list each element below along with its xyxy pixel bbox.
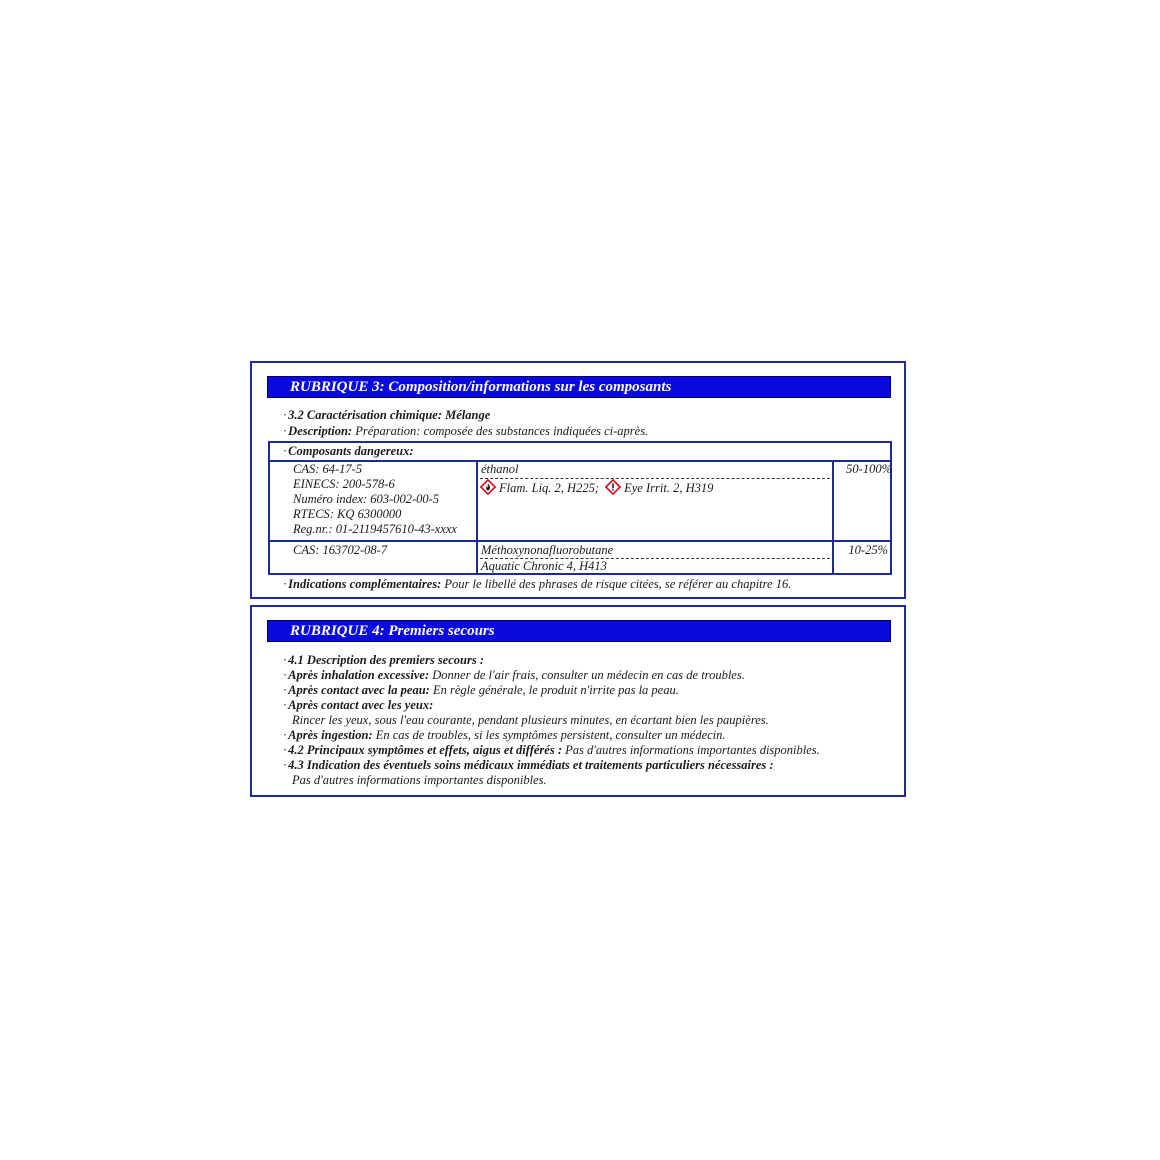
first-aid-description-heading <box>283 653 484 668</box>
cas-number: CAS: 64-17-5 <box>293 462 363 476</box>
symptoms-line <box>283 743 820 758</box>
skin-contact-label: Après contact avec la peau: <box>288 683 430 697</box>
bullet: · <box>283 408 288 422</box>
bullet: · <box>283 743 288 757</box>
medical-care-label: 4.3 Indication des éventuels soins médicaux immédiats et traitements particuliers nécessaires : <box>288 758 774 772</box>
symptoms-label: 4.2 Principaux symptômes et effets, aigus et différés : <box>288 743 562 757</box>
bullet: · <box>283 728 288 742</box>
bullet: · <box>283 653 288 667</box>
supplementary-info-line <box>283 577 791 592</box>
chemical-characterization-label: 3.2 Caractérisation chimique: Mélange <box>288 408 491 422</box>
section-3-title: RUBRIQUE 3: Composition/informations sur les composants <box>267 376 891 398</box>
component-ids-ethanol <box>293 462 457 537</box>
symptoms-text: Pas d'autres informations importantes disponibles. <box>562 743 820 757</box>
eye-contact-text: Rincer les yeux, sous l'eau courante, pendant plusieurs minutes, en écartant bien les paupières. <box>292 713 769 727</box>
hazardous-components-header <box>270 443 890 462</box>
index-number: Numéro index: 603-002-00-5 <box>293 492 440 506</box>
percentage-ethanol: 50-100% <box>846 462 892 476</box>
exclamation-pictogram-icon <box>605 479 621 499</box>
medical-care-text: Pas d'autres informations importantes disponibles. <box>292 773 547 787</box>
ingestion-text: En cas de troubles, si les symptômes persistent, consulter un médecin. <box>372 728 726 742</box>
section-4-panel <box>250 605 906 797</box>
skin-contact-text: En règle générale, le produit n'irrite pas la peau. <box>429 683 679 697</box>
skin-contact-line <box>283 683 679 698</box>
row-divider <box>270 540 890 542</box>
inhalation-label: Après inhalation excessive: <box>288 668 430 682</box>
bullet: · <box>283 668 288 682</box>
bullet: · <box>283 444 288 458</box>
hazard-classification-2: Eye Irrit. 2, H319 <box>624 481 714 495</box>
component-hazards-methoxynonafluorobutane: Aquatic Chronic 4, H413 <box>481 559 607 573</box>
inhalation-text: Donner de l'air frais, consulter un médecin en cas de troubles. <box>429 668 745 682</box>
section-3-panel <box>250 361 906 599</box>
description-text: Préparation: composée des substances indiquées ci-après. <box>352 424 649 438</box>
eye-contact-label: Après contact avec les yeux: <box>288 698 434 712</box>
bullet: · <box>283 758 288 772</box>
flame-pictogram-icon <box>480 479 496 499</box>
bullet: · <box>283 698 288 712</box>
hazardous-components-table <box>268 441 892 575</box>
percentage-methoxynonafluorobutane: 10-25% <box>848 543 888 557</box>
supplementary-info-label: Indications complémentaires: <box>288 577 442 591</box>
chemical-characterization-line <box>283 408 490 423</box>
component-name-ethanol: éthanol <box>481 462 519 476</box>
component-hazards-ethanol <box>480 479 713 499</box>
bullet: · <box>283 424 288 438</box>
einecs-number: EINECS: 200-578-6 <box>293 477 395 491</box>
description-line <box>283 424 648 439</box>
hazard-classification-1: Flam. Liq. 2, H225; <box>499 481 599 495</box>
supplementary-info-text: Pour le libellé des phrases de risque citées, se référer au chapitre 16. <box>441 577 792 591</box>
component-name-methoxynonafluorobutane: Méthoxynonafluorobutane <box>481 543 614 557</box>
component-ids-methoxynonafluorobutane <box>293 543 387 558</box>
column-divider <box>476 460 478 575</box>
first-aid-heading-label: 4.1 Description des premiers secours : <box>288 653 484 667</box>
hazardous-components-label: Composants dangereux: <box>288 444 414 458</box>
ingestion-label: Après ingestion: <box>288 728 373 742</box>
rtecs-number: RTECS: KQ 6300000 <box>293 507 402 521</box>
inhalation-line <box>283 668 745 683</box>
reach-registration-number: Reg.nr.: 01-2119457610-43-xxxx <box>293 522 457 536</box>
ingestion-line <box>283 728 726 743</box>
cas-number: CAS: 163702-08-7 <box>293 543 388 557</box>
eye-contact-line <box>283 698 433 713</box>
medical-care-line <box>283 758 774 773</box>
section-4-title: RUBRIQUE 4: Premiers secours <box>267 620 891 642</box>
bullet: · <box>283 683 288 697</box>
description-label: Description: <box>288 424 353 438</box>
bullet: · <box>283 577 288 591</box>
